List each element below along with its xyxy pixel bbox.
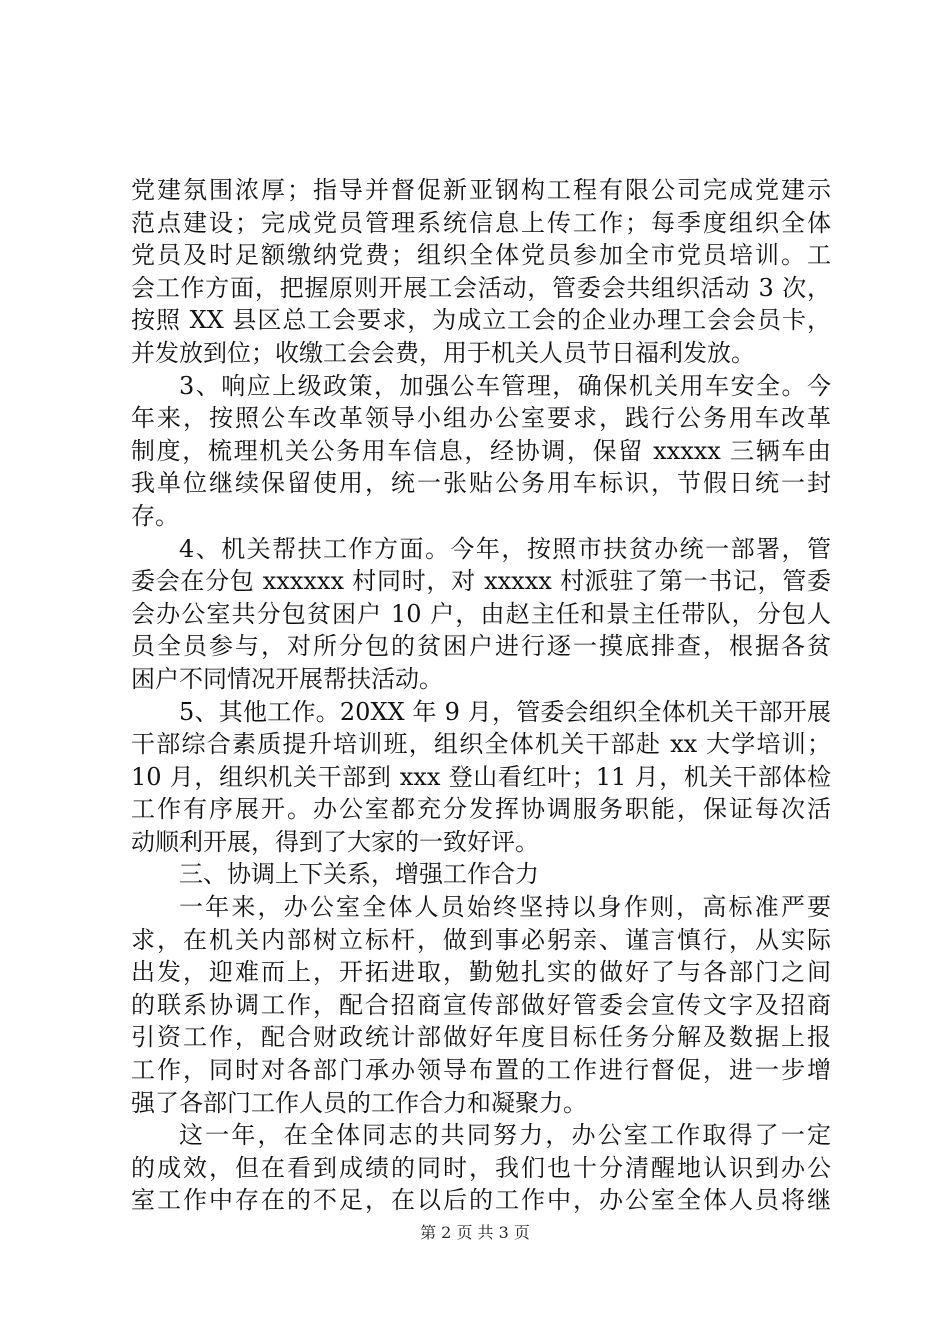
text-line: 这一年，在全体同志的共同努力，办公室工作取得了一定 (179, 1121, 831, 1150)
text-line: 的成效，但在看到成绩的同时，我们也十分清醒地认识到办公 (131, 1153, 831, 1182)
text-line: 求，在机关内部树立标杆，做到事必躬亲、谨言慎行，从实际 (131, 925, 831, 954)
text-line: 范点建设；完成党员管理系统信息上传工作；每季度组织全体 (131, 208, 831, 237)
text-line: 室工作中存在的不足，在以后的工作中，办公室全体人员将继 (131, 1186, 831, 1215)
text-line: 我单位继续保留使用，统一张贴公务用车标识，节假日统一封 (131, 469, 831, 498)
text-line: 5、其他工作。20XX 年 9 月，管委会组织全体机关干部开展 (179, 697, 831, 726)
text-line: 按照 XX 县区总工会要求，为成立工会的企业办理工会会员卡， (131, 306, 831, 335)
text-line: 会工作方面，把握原则开展工会活动，管委会共组织活动 3 次， (131, 273, 831, 302)
text-line: 委会在分包 xxxxxx 村同时，对 xxxxx 村派驻了第一书记，管委 (131, 567, 831, 596)
text-line: 干部综合素质提升培训班，组织全体机关干部赴 xx 大学培训； (131, 730, 831, 759)
text-line: 引资工作，配合财政统计部做好年度目标任务分解及数据上报 (131, 1023, 831, 1052)
text-line: 动顺利开展，得到了大家的一致好评。 (131, 827, 539, 856)
text-line: 一年来，办公室全体人员始终坚持以身作则，高标准严要 (179, 893, 831, 922)
text-line: 员全员参与，对所分包的贫困户进行逐一摸底排查，根据各贫 (131, 632, 831, 661)
text-line: 10 月，组织机关干部到 xxx 登山看红叶；11 月，机关干部体检 (131, 762, 831, 791)
text-line: 强了各部门工作人员的工作合力和凝聚力。 (131, 1088, 587, 1117)
text-line: 会办公室共分包贫困户 10 户，由赵主任和景主任带队，分包人 (131, 599, 831, 628)
text-line: 工作，同时对各部门承办领导布置的工作进行督促，进一步增 (131, 1056, 831, 1085)
text-line: 困户不同情况开展帮扶活动。 (131, 664, 443, 693)
text-line: 年来，按照公车改革领导小组办公室要求，践行公务用车改革 (131, 404, 831, 433)
text-line: 的联系协调工作，配合招商宣传部做好管委会宣传文字及招商 (131, 990, 831, 1019)
text-line: 出发，迎难而上，开拓进取，勤勉扎实的做好了与各部门之间 (131, 958, 831, 987)
text-line: 3、响应上级政策，加强公车管理，确保机关用车安全。今 (179, 371, 831, 400)
text-line: 工作有序展开。办公室都充分发挥协调服务职能，保证每次活 (131, 795, 831, 824)
text-line: 4、机关帮扶工作方面。今年，按照市扶贫办统一部署，管 (179, 534, 831, 563)
document-body (131, 174, 831, 1217)
text-line: 并发放到位；收缴工会会费，用于机关人员节日福利发放。 (131, 338, 755, 367)
text-line: 党员及时足额缴纳党费；组织全体党员参加全市党员培训。工 (131, 241, 831, 270)
page-footer: 第 2 页 共 3 页 (420, 1223, 530, 1242)
text-line: 存。 (131, 501, 179, 530)
text-line: 制度，梳理机关公务用车信息，经协调，保留 xxxxx 三辆车由 (131, 436, 831, 465)
text-line: 三、协调上下关系，增强工作合力 (179, 860, 539, 889)
text-line: 党建氛围浓厚；指导并督促新亚钢构工程有限公司完成党建示 (131, 176, 831, 204)
